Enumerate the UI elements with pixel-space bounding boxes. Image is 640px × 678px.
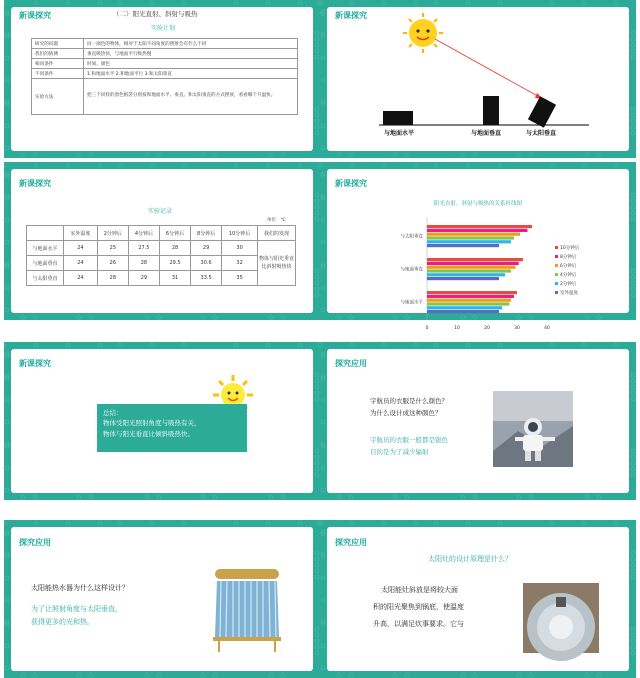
section-tag: 新课探究: [19, 179, 51, 188]
bar-chart: [327, 169, 629, 331]
question-block: [370, 395, 448, 420]
solar-cooker-image: [523, 583, 599, 653]
slide-8[interactable]: [320, 520, 636, 678]
column-header: 6分钟后: [159, 226, 190, 241]
cell: 28: [97, 271, 128, 286]
slide-card: [11, 7, 313, 151]
bar: [427, 229, 528, 232]
legend-label: 室外温度: [560, 291, 578, 296]
cell: 33.5: [191, 271, 222, 286]
table-row: [32, 69, 298, 79]
question-line: 宇航员的衣服是什么颜色？: [370, 397, 448, 405]
cell: 31: [159, 271, 190, 286]
summary-line: 物体受阳光照射角度与吸热有关，: [103, 419, 201, 428]
solar-heater-image: [207, 567, 287, 652]
category-label: 与地面水平: [400, 300, 423, 306]
sun-ray: [435, 39, 543, 99]
bar: [427, 244, 499, 247]
x-tick-label: 40: [544, 326, 550, 331]
bar: [427, 236, 514, 239]
legend-swatch: [555, 255, 558, 258]
bar: [427, 225, 532, 228]
table-row: [32, 39, 298, 49]
row-label: 与太阳垂直: [27, 271, 64, 286]
x-tick-label: 0: [425, 326, 429, 331]
slide-4[interactable]: [320, 162, 636, 331]
legend-swatch: [555, 273, 558, 276]
bar: [427, 302, 510, 305]
chart-title: 阳光直射、斜射与吸热的关系折线图: [433, 201, 523, 207]
row-value: 时间、颜色: [84, 59, 298, 69]
x-tick-label: 20: [484, 326, 490, 331]
bar: [427, 269, 511, 272]
cell: 24: [64, 256, 98, 271]
bar: [427, 258, 523, 261]
question-line: 太阳能热水器为什么这样设计？: [31, 584, 129, 592]
bag-horizontal: [383, 111, 413, 125]
cell: 30.6: [191, 256, 222, 271]
bar: [427, 295, 514, 298]
row-key: 我们的猜测: [32, 49, 84, 59]
cell: 29.5: [159, 256, 190, 271]
slide-card: [11, 349, 313, 493]
slide-heading: （二）阳光直射、斜射与吸热: [113, 10, 198, 18]
category-label: 与地面垂直: [400, 267, 423, 273]
table-row: [32, 59, 298, 69]
section-tag: 新课探究: [19, 11, 51, 20]
slide-card: [327, 527, 629, 671]
answer-line: 目的是为了减少辐射: [370, 448, 429, 457]
section-tag: 探究应用: [19, 538, 51, 547]
bag-vertical: [483, 96, 499, 125]
cell: 28: [159, 241, 190, 256]
bar: [427, 240, 511, 243]
bar: [427, 266, 516, 269]
row-key: 相同条件: [32, 59, 84, 69]
answer-block: [31, 603, 122, 628]
section-tag: 新课探究: [335, 179, 367, 188]
slide-6[interactable]: [320, 342, 636, 500]
answer-line: 宇航员的衣服一般都是银色: [370, 436, 448, 444]
legend-label: 10分钟后: [560, 246, 580, 251]
explanation-line: 积的阳光聚焦到锅底，使温度: [373, 602, 464, 611]
slide-card: [327, 349, 629, 493]
sun-icon: [403, 13, 443, 53]
legend-label: 4分钟后: [560, 273, 577, 278]
slide-2[interactable]: [320, 0, 636, 158]
slide-card: [11, 527, 313, 671]
summary-box: [97, 404, 247, 452]
row-key: 实验方法: [32, 79, 84, 115]
column-header: 10分钟后: [222, 226, 258, 241]
label-horizontal: 与地面水平: [384, 130, 415, 137]
cell: 24: [64, 271, 98, 286]
section-tag: 新课探究: [335, 11, 367, 20]
slide-5[interactable]: [4, 342, 320, 500]
answer-block: [370, 434, 448, 459]
table-row: [32, 79, 298, 115]
cell: 29: [128, 271, 159, 286]
row-label: 与地面垂直: [27, 256, 64, 271]
section-tag: 探究应用: [335, 538, 367, 547]
column-header: [27, 226, 64, 241]
bar: [427, 233, 520, 236]
slide-card: [11, 169, 313, 313]
cell: 32: [222, 256, 258, 271]
slide-3[interactable]: [4, 162, 320, 320]
astronaut-image: [493, 391, 573, 467]
legend-label: 2分钟后: [560, 282, 577, 287]
cell: 24: [64, 241, 98, 256]
slide-1[interactable]: [4, 0, 320, 158]
cell: 26: [97, 256, 128, 271]
row-value: 同一颜色的物体，相对于太阳不同角度的照射会有什么不同: [84, 39, 298, 49]
answer-line: 获得更多的光和热。: [31, 617, 94, 626]
bar: [427, 277, 499, 280]
table-row: [32, 49, 298, 59]
bar: [427, 273, 505, 276]
legend-swatch: [555, 246, 558, 249]
bag-sun-perpendicular: [528, 96, 556, 127]
label-vertical: 与地面垂直: [471, 130, 502, 137]
column-header: 我们的发现: [258, 226, 296, 241]
finding-cell: 物体与阳光垂直比斜射吸热快: [258, 241, 296, 286]
legend-swatch: [555, 282, 558, 285]
summary-line: 物体与阳光垂直比倾斜吸热快。: [103, 429, 194, 438]
table-row: [27, 256, 296, 271]
label-sun-perpendicular: 与太阳垂直: [526, 130, 557, 137]
row-key: 研究的问题: [32, 39, 84, 49]
x-tick-label: 10: [454, 326, 460, 331]
column-header: 8分钟后: [191, 226, 222, 241]
unit-label: 单位：℃: [267, 218, 286, 223]
slide-card: [327, 169, 629, 331]
legend-label: 8分钟后: [560, 255, 577, 260]
x-tick-label: 30: [514, 326, 520, 331]
column-header: 4分钟后: [128, 226, 159, 241]
summary-title: 总结：: [103, 409, 123, 417]
bar: [427, 262, 519, 265]
cell: 27.5: [128, 241, 159, 256]
cell: 28: [128, 256, 159, 271]
row-key: 不同条件: [32, 69, 84, 79]
question-line: 太阳灶的设计原理是什么？: [428, 555, 512, 563]
table-row: [27, 271, 296, 286]
answer-line: 为了让照射角度与太阳垂直，: [31, 605, 122, 613]
plan-table: [31, 38, 298, 115]
question-line: 为什么设计成这种颜色？: [370, 409, 442, 418]
column-header: 2分钟后: [97, 226, 128, 241]
legend-swatch: [555, 264, 558, 267]
bar: [427, 306, 502, 309]
legend-swatch: [555, 291, 558, 294]
row-value: 1.和地面水平 2.和地面平行 3.和太阳垂直: [84, 69, 298, 79]
legend-label: 6分钟后: [560, 264, 577, 269]
table-header-row: [27, 226, 296, 241]
slide-card: [327, 7, 629, 151]
slide-subheading: 实验计划: [151, 25, 176, 32]
bar: [427, 299, 511, 302]
cell: 29: [191, 241, 222, 256]
cell: 25: [97, 241, 128, 256]
explanation-block: [373, 582, 464, 632]
explanation-line: 太阳能灶斜放是将较大面: [381, 586, 458, 594]
category-label: 与太阳垂直: [400, 234, 423, 240]
cell: 35: [222, 271, 258, 286]
explanation-line: 升高，以满足炊事要求。它与: [373, 619, 464, 628]
row-value: 垂直吸热快，与地面平行吸热慢: [84, 49, 298, 59]
table-row: [27, 241, 296, 256]
bar: [427, 310, 499, 313]
row-value: 把三个同样的黑色纸袋分别按和地面水平、垂直、和太阳垂直的方式摆放，看看哪个升温快。: [84, 79, 298, 115]
bar: [427, 291, 517, 294]
slide-7[interactable]: [4, 520, 320, 678]
section-tag: 新课探究: [19, 359, 51, 368]
cell: 30: [222, 241, 258, 256]
section-tag: 探究应用: [335, 359, 367, 368]
column-header: 室外温度: [64, 226, 98, 241]
record-table: [26, 225, 296, 286]
row-label: 与地面水平: [27, 241, 64, 256]
slide-heading: 实验记录: [148, 208, 173, 215]
